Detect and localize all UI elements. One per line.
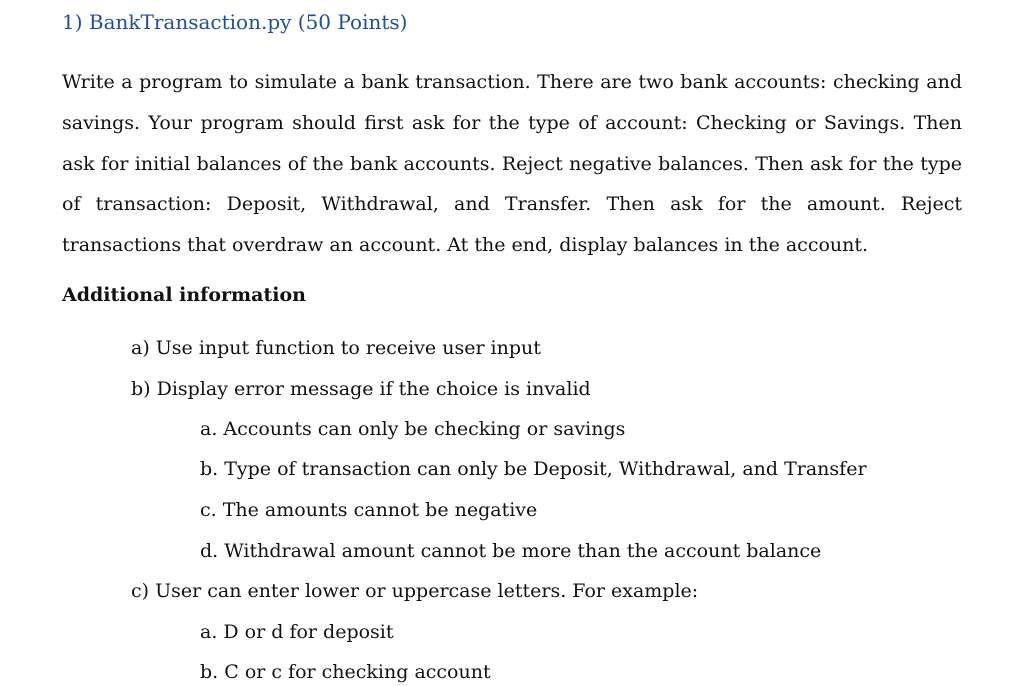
additional-information-heading: Additional information	[62, 284, 306, 306]
sub-item-deposit-example: a. D or d for deposit	[200, 621, 394, 643]
sub-item-negative-amounts: c. The amounts cannot be negative	[200, 499, 538, 521]
sub-item-checking-example: b. C or c for checking account	[200, 661, 491, 683]
sub-item-transaction-type: b. Type of transaction can only be Deposit, Withdrawal, and Transfer	[200, 458, 867, 480]
problem-description: Write a program to simulate a bank transaction. There are two bank accounts: checking and savings. Your program should first ask for the type of account: Checking or Savings. Then ask for initial balances of the bank accounts. Reject negative balances. Then ask for the type of transaction: Deposit, Withdrawal, and Transfer. Then ask for the amount. Reject transactions that overdraw an account. At the end, display balances in the account.	[62, 71, 962, 257]
assignment-heading: 1) BankTransaction.py (50 Points)	[62, 10, 408, 34]
sub-item-withdrawal-limit: d. Withdrawal amount cannot be more than the account balance	[200, 540, 822, 562]
list-item-error-message: b) Display error message if the choice is invalid	[131, 378, 591, 400]
list-item-input-function: a) Use input function to receive user input	[131, 337, 541, 359]
list-item-letter-case: c) User can enter lower or uppercase letters. For example:	[131, 580, 699, 602]
sub-item-accounts: a. Accounts can only be checking or savings	[200, 418, 626, 440]
